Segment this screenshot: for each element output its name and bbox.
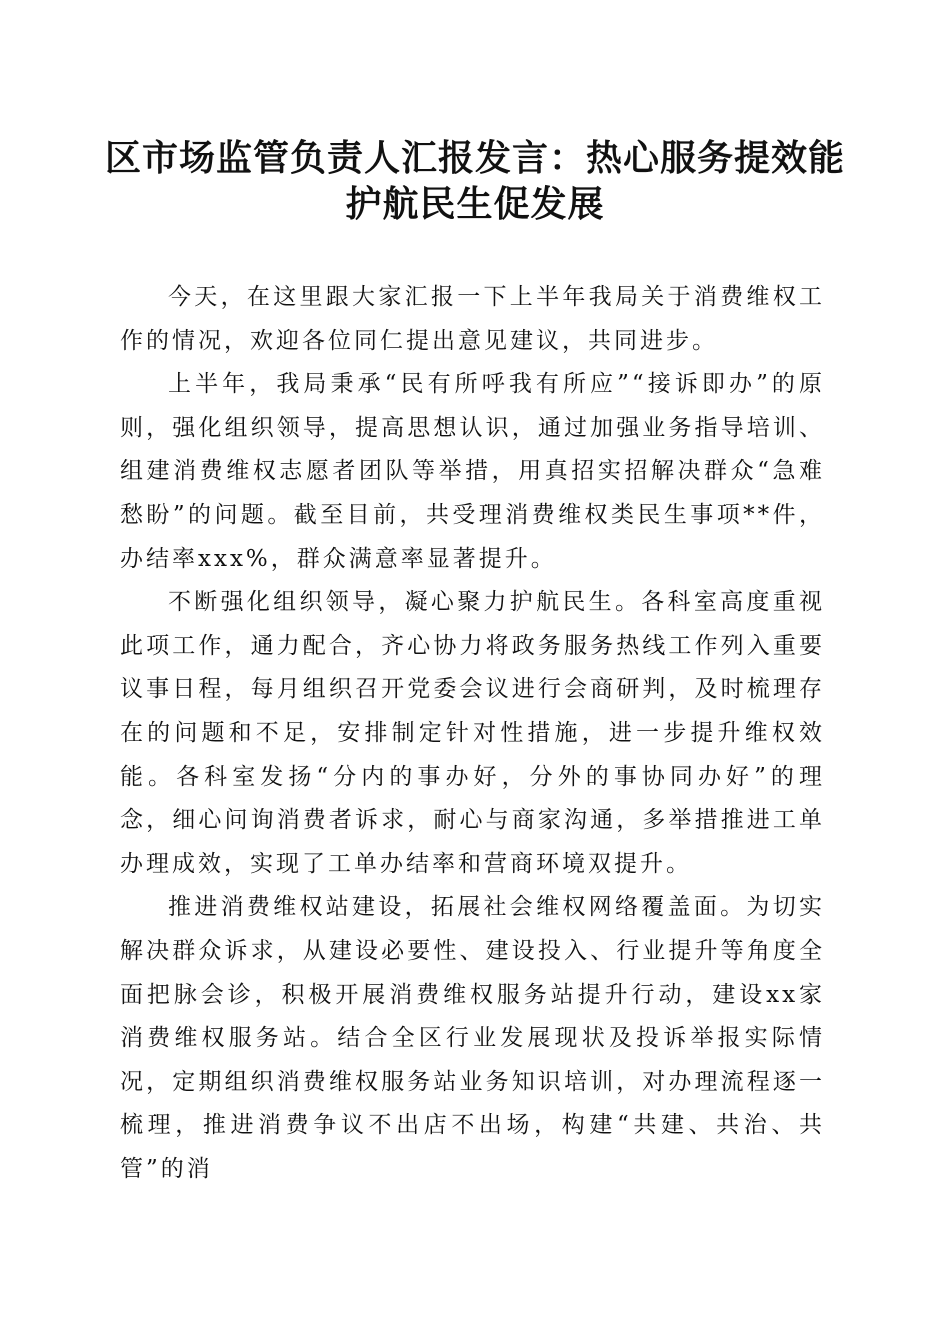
document-body (120, 276, 825, 1191)
paragraph-3: 不断强化组织领导，凝心聚力护航民生。各科室高度重视此项工作，通力配合，齐心协力将政务服务热线工作列入重要议事日程，每月组织召开党委会议进行会商研判，及时梳理存在的问题和不足，安排制定针对性措施，进一步提升维权效能。各科室发扬“分内的事办好，分外的事协同办好”的理念，细心问询消费者诉求，耐心与商家沟通，多举措推进工单办理成效，实现了工单办结率和营商环境双提升。 (120, 589, 825, 877)
paragraph-1: 今天，在这里跟大家汇报一下上半年我局关于消费维权工作的情况，欢迎各位同仁提出意见建议，共同进步。 (120, 284, 825, 354)
document-title (100, 135, 850, 227)
title-line-2: 护航民生促发展 (345, 183, 605, 225)
paragraph-2: 上半年，我局秉承“民有所呼我有所应”“接诉即办”的原则，强化组织领导，提高思想认识，通过加强业务指导培训、组建消费维权志愿者团队等举措，用真招实招解决群众“急难愁盼”的问题。截至目前，共受理消费维权类民生事项**件，办结率xxx%，群众满意率显著提升。 (120, 371, 825, 572)
title-line-1: 区市场监管负责人汇报发言：热心服务提效能 (104, 137, 845, 179)
paragraph-4: 推进消费维权站建设，拓展社会维权网络覆盖面。为切实解决群众诉求，从建设必要性、建设投入、行业提升等角度全面把脉会诊，积极开展消费维权服务站提升行动，建设xx家消费维权服务站。结合全区行业发展现状及投诉举报实际情况，定期组织消费维权服务站业务知识培训，对办理流程逐一梳理，推进消费争议不出店不出场，构建“共建、共治、共管”的消 (120, 894, 825, 1182)
